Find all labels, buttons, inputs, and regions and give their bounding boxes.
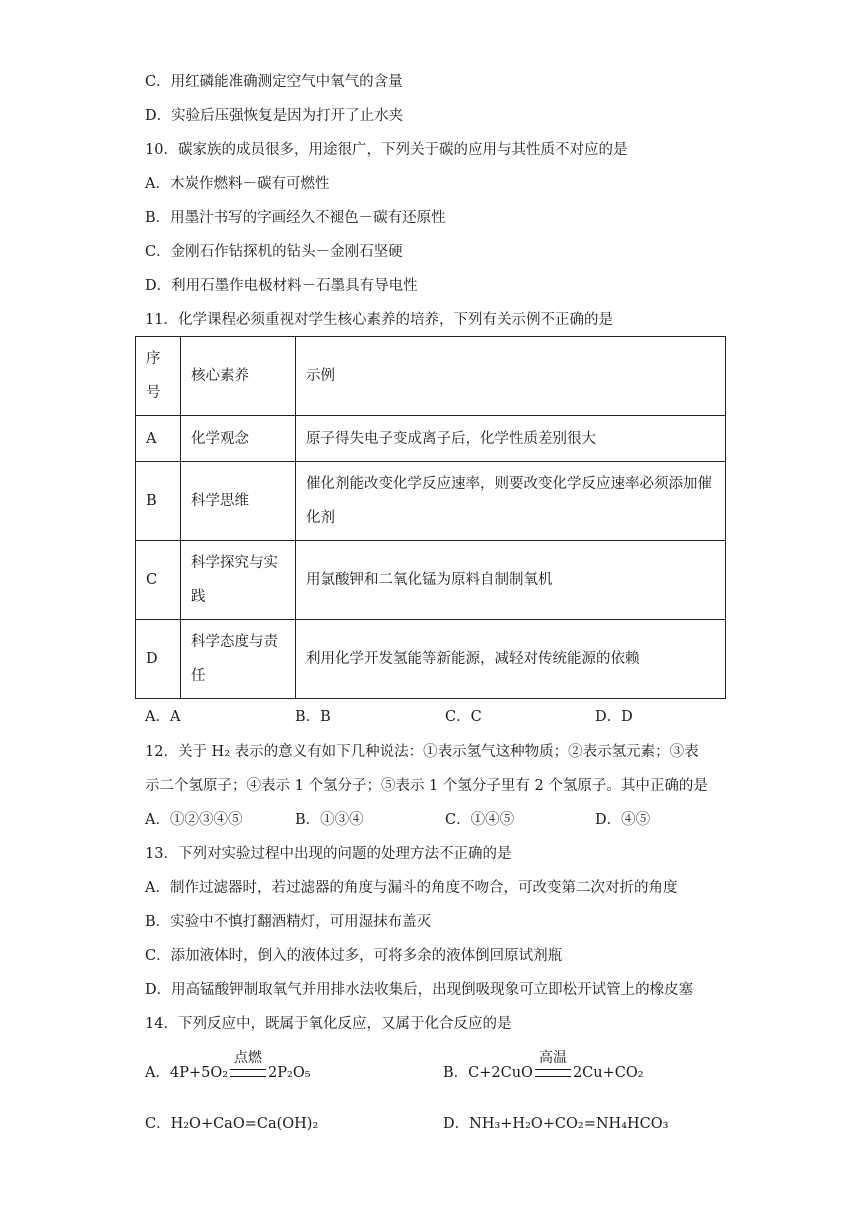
row-a-core: 化学观念 [181,416,296,462]
q14-option-d: D．NH₃+H₂O+CO₂=NH₄HCO₃ [443,1116,669,1132]
row-b-example: 催化剂能改变化学反应速率，则要改变化学反应速率必须添加催化剂 [296,462,726,541]
q10-option-c: C．金刚石作钻探机的钻头－金刚石坚硬 [145,244,403,260]
q12-options [145,810,745,830]
q10-option-a: A．木炭作燃料－碳有可燃性 [145,176,330,192]
q10-option-b: B．用墨汁书写的字画经久不褪色－碳有还原性 [145,210,446,226]
q14-option-a [145,1050,311,1083]
table-row [136,416,726,462]
header-seq [136,337,181,416]
row-d-example: 利用化学开发氢能等新能源，减轻对传统能源的依赖 [296,620,726,699]
q13-option-a: A．制作过滤器时，若过滤器的角度与漏斗的角度不吻合，可改变第二次对折的角度 [145,880,678,896]
row-c-core: 科学探究与实践 [181,541,296,620]
table-row [136,541,726,620]
row-a-example: 原子得失电子变成离子后，化学性质差别很大 [296,416,726,462]
row-c-example: 用氯酸钾和二氧化锰为原料自制制氧机 [296,541,726,620]
question-12-line-2: 示二个氢原子；④表示 1 个氢分子；⑤表示 1 个氢分子里有 2 个氢原子。其中正确的是 [145,778,708,794]
question-12-line-1: 12．关于 H₂ 表示的意义有如下几种说法：①表示氢气这种物质；②表示氢元素；③表 [145,744,699,760]
question-14: 14．下列反应中，既属于氧化反应，又属于化合反应的是 [145,1016,512,1032]
reaction-arrow [230,1050,266,1077]
literacy-table [135,336,726,699]
q11-options [145,707,745,727]
q11-option-b: B．B [295,709,331,725]
table-row [136,462,726,541]
header-seq-text: 序号 [146,351,161,401]
header-example: 示例 [296,337,726,416]
q9-option-d: D．实验后压强恢复是因为打开了止水夹 [145,108,404,124]
q14-option-c: C．H₂O+CaO=Ca(OH)₂ [145,1116,319,1132]
row-d-seq: D [136,620,181,699]
q14-a-products: 2P₂O₅ [268,1065,311,1081]
q14-a-reactants: 4P+5O₂ [169,1065,229,1081]
row-b-core: 科学思维 [181,462,296,541]
row-d-core: 科学态度与责任 [181,620,296,699]
q14-a-condition: 点燃 [234,1050,263,1066]
q10-option-d: D．利用石墨作电极材料－石墨具有导电性 [145,278,418,294]
q11-option-c: C．C [445,709,482,725]
q14-b-condition: 高温 [538,1050,567,1066]
q11-option-a: A．A [145,709,181,725]
q14-b-products: 2Cu+CO₂ [572,1065,644,1081]
q14-a-label: A． [145,1065,170,1081]
reaction-arrow [535,1050,571,1077]
q13-option-b: B．实验中不慎打翻酒精灯，可用湿抹布盖灭 [145,914,432,930]
q12-option-d: D．④⑤ [595,812,651,828]
row-a-seq: A [136,416,181,462]
q12-option-c: C．①④⑤ [445,812,515,828]
question-13: 13．下列对实验过程中出现的问题的处理方法不正确的是 [145,846,512,862]
q13-option-d: D．用高锰酸钾制取氧气并用排水法收集后，出现倒吸现象可立即松开试管上的橡皮塞 [145,982,694,998]
q9-option-c: C．用红磷能准确测定空气中氧气的含量 [145,74,403,90]
row-c-seq: C [136,541,181,620]
q14-option-b [443,1050,644,1083]
question-10: 10．碳家族的成员很多，用途很广，下列关于碳的应用与其性质不对应的是 [145,142,628,158]
table-header-row [136,337,726,416]
q12-option-b: B．①③④ [295,812,364,828]
header-core: 核心素养 [181,337,296,416]
q14-b-reactants: C+2CuO [468,1065,533,1081]
row-b-seq: B [136,462,181,541]
q11-option-d: D．D [595,709,633,725]
q12-option-a: A．①②③④⑤ [145,812,243,828]
q14-b-label: B． [443,1065,469,1081]
question-11: 11．化学课程必须重视对学生核心素养的培养，下列有关示例不正确的是 [145,312,613,328]
table-row [136,620,726,699]
q13-option-c: C．添加液体时，倒入的液体过多，可将多余的液体倒回原试剂瓶 [145,948,563,964]
